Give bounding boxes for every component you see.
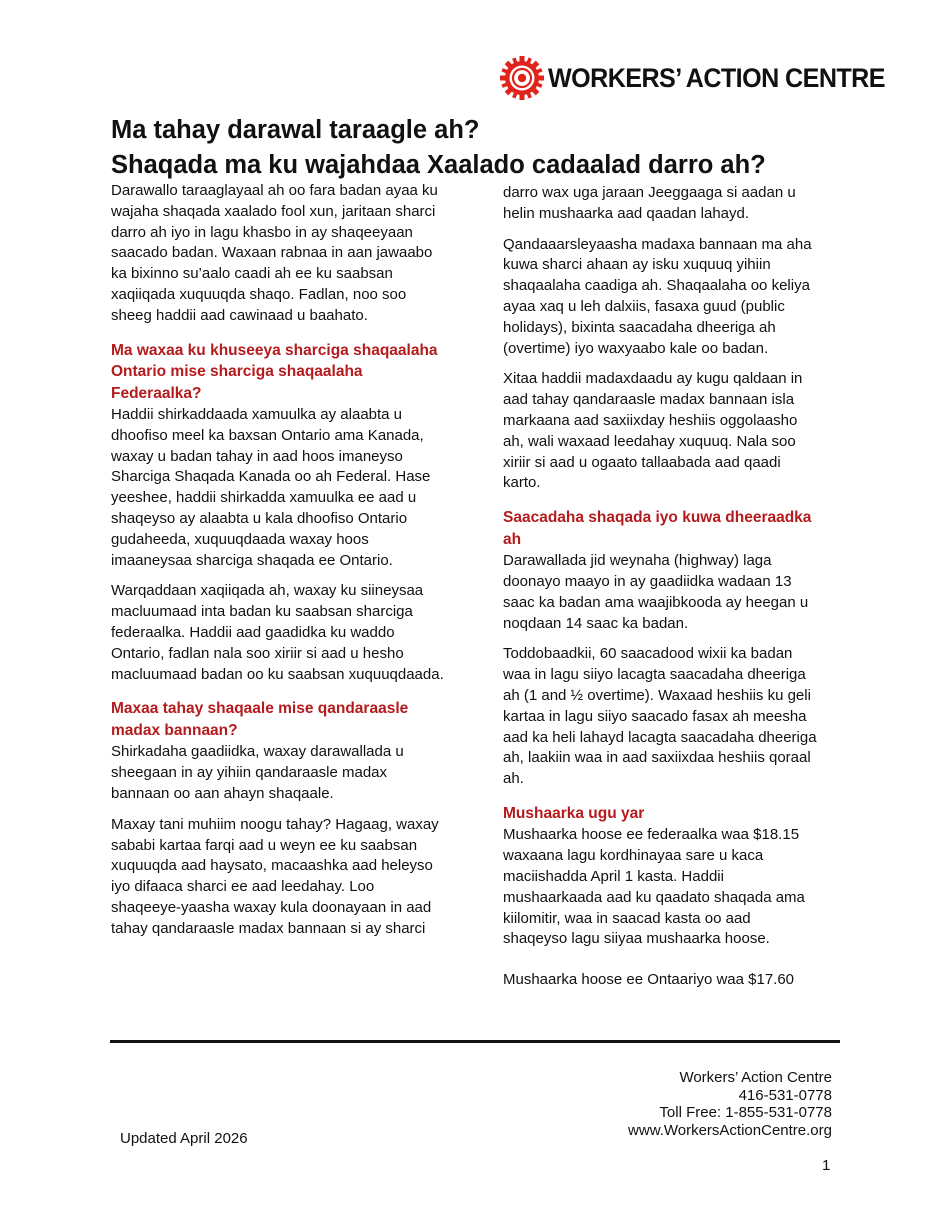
law-paragraph-2: Warqaddaan xaqiiqada ah, waxay ku siineysaa macluumaad inta badan ku saabsan sharciga federaalka. Haddii aad gaadidka ku waddo Ontario, fadlan nala soo xiriir si aad u hesho macluumaad badan oo ku saabsan xuquuqdaada. bbox=[111, 582, 444, 683]
page-title bbox=[111, 113, 871, 183]
workers-action-centre-logo bbox=[500, 56, 910, 100]
section-heading-hours: Saacadaha shaqada iyo kuwa dheeraadka ah bbox=[503, 509, 812, 548]
section-heading-law: Ma waxaa ku khuseeya sharciga shaqaalaha Ontario mise sharciga shaqaalaha Federaalka? bbox=[111, 341, 438, 402]
contact-website[interactable]: www.WorkersActionCentre.org bbox=[628, 1121, 832, 1139]
contact-phone: 416-531-0778 bbox=[738, 1086, 832, 1104]
updated-date: Updated April 2026 bbox=[120, 1130, 248, 1147]
left-column bbox=[111, 181, 446, 950]
page-number: 1 bbox=[822, 1157, 831, 1174]
misclassified-paragraph: Xitaa haddii madaxdaadu ay kugu qaldaan in aad tahay qandaraasle madax bannaan isla markaana aad saxiixday heshiis oggolaasho ah, wali waxaad leedahay xuquuq. Nala soo xiriir si aad u ogaato tallaabada aad qaadi karto. bbox=[503, 370, 803, 492]
continuation-paragraph: darro wax uga jaraan Jeeggaaga si aadan u helin mushaarka aad qaadan lahayd. bbox=[503, 184, 796, 222]
contact-block bbox=[628, 1069, 832, 1139]
contact-org: Workers’ Action Centre bbox=[679, 1069, 832, 1086]
hours-paragraph-1: Darawallada jid weynaha (highway) laga doonayo maayo in ay gaadiidka wadaan 13 saac ka badan ama waajibkooda ay heegan u noqdaan 14 saac ka badan. bbox=[503, 552, 809, 632]
employee-status-paragraph-2: Maxay tani muhiim noogu tahay? Hagaag, waxay sababi kartaa farqi aad u weyn ee ku saabsan xuquuqda aad haysato, macaashka aad heleyso iyo difaaca sharci ee aad leedahay. Loo shaqeeye-yaasha waxay kula doonayaan in aad tahay qandaraasle madax bannaan si ay sharci bbox=[111, 815, 439, 937]
logo-text: WORKERS’ ACTION CENTRE bbox=[548, 62, 885, 93]
hours-paragraph-2: Toddobaadkii, 60 saacadood wixii ka badan waa in lagu siiyo lacagta saacadaha dheeriga ah (1 and ½ overtime). Waxaad heshiis ku geli kartaa in lagu siiyo saacado fasax ah meesha aad ka heli lahayd lacagta saacadaha dheeriga ah, laakiin waa in aad saxiixdaa heshiis qoraal ah. bbox=[503, 645, 817, 788]
contact-tollfree: Toll Free: 1-855-531-0778 bbox=[659, 1104, 832, 1122]
intro-paragraph: Darawallo taraaglayaal ah oo fara badan ayaa ku wajaha shaqada xaalado fool xun, jaritaan sharci darro ah iyo in lagu khasbo in ay shaqeeyaan saacado badan. Waxaan rabnaa in aan jawaabo ka bixinno su’aalo caadi ah ee ku saabsan xaqiiqada xuquuqda shaqo. Fadlan, noo soo sheeg haddii aad cawinaad u baahato. bbox=[111, 182, 438, 324]
right-column bbox=[503, 183, 818, 1001]
minimum-wage-paragraph-2: Mushaarka hoose ee Ontaariyo waa $17.60 bbox=[503, 971, 795, 989]
section-heading-minimum-wage: Mushaarka ugu yar bbox=[503, 804, 645, 822]
law-paragraph-1: Haddii shirkaddaada xamuulka ay alaabta u dhoofiso meel ka baxsan Ontario ama Kanada, waxay u badan tahay in aad hoos imaneyso Sharciga Shaqada Kanada oo ah Federal. Hase yeeshee, haddii shirkadda xamuulka ee aad u shaqeyso ay alaabta u kala dhoofiso Ontario gudaheeda, xuquuqdaada waxay hoos imaaneysaa sharciga shaqada ee Ontario. bbox=[111, 406, 431, 569]
contractor-rights-paragraph: Qandaaarsleyaasha madaxa bannaan ma aha kuwa sharci ahaan ay isku xuquuq yihiin shaqaalaha caadiga ah. Shaqaalaha oo keliya ayaa xaq u leh dalxiis, fasaxa guud (public holidays), bixinta saacadaha dheeriga ah (overtime) iyo waxyaabo kale oo badan. bbox=[503, 235, 812, 357]
employee-status-paragraph-1: Shirkadaha gaadiidka, waxay darawallada u sheegaan in ay yihiin qandaraasle madax bannaan oo aan ahayn shaqaale. bbox=[111, 743, 404, 803]
section-heading-employee-status: Maxaa tahay shaqaale mise qandaraasle madax bannaan? bbox=[111, 700, 409, 739]
title-line-2: Shaqada ma ku wajahdaa Xaalado cadaalad darro ah? bbox=[111, 151, 766, 179]
minimum-wage-paragraph-1: Mushaarka hoose ee federaalka waa $18.15 waxaana lagu kordhinayaa sare u kaca maciishadda April 1 kasta. Haddii mushaarkaada aad ku qaadato shaqada ama kiilomitir, waa in saacad kasta oo aad shaqeyso lagu siiyaa mushaarka hoose. bbox=[503, 826, 805, 948]
gear-logo-icon bbox=[500, 56, 544, 100]
title-line-1: Ma tahay darawal taraagle ah? bbox=[111, 116, 480, 144]
footer-divider bbox=[110, 1040, 840, 1043]
